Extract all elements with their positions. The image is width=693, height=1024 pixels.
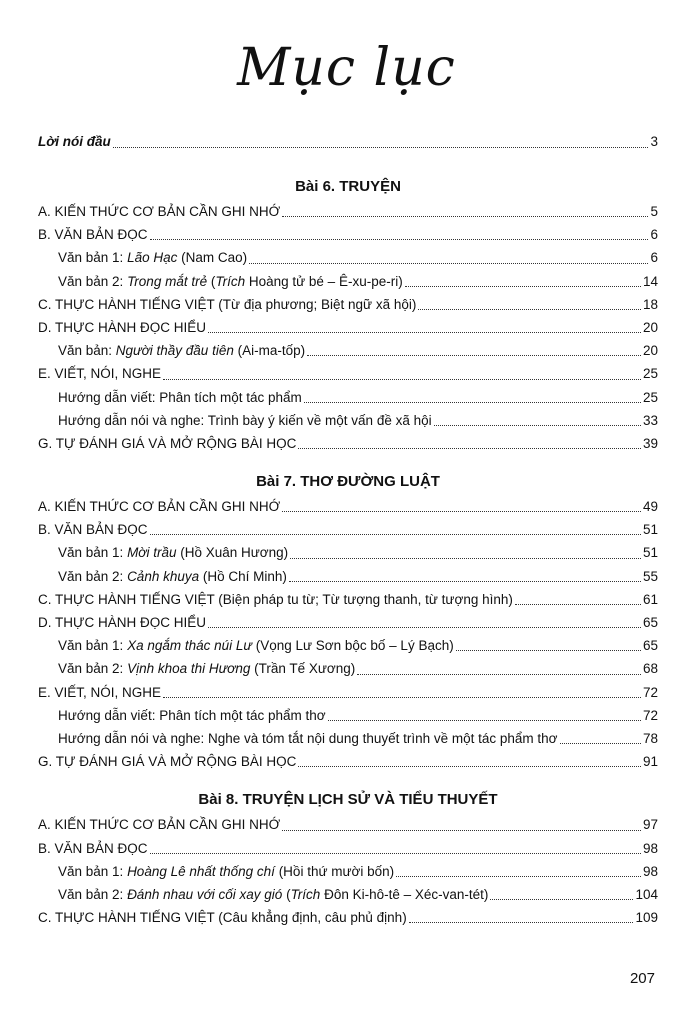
toc-entry-page: 72: [642, 684, 658, 700]
lesson-heading: Bài 6. TRUYỆN: [295, 178, 401, 195]
dot-leader: [328, 719, 641, 721]
toc-entry[interactable]: [38, 223, 658, 246]
toc-entry-title-italic: Trích: [215, 273, 246, 289]
toc-entry-page: 51: [642, 545, 658, 561]
toc-entry-label: G. TỰ ĐÁNH GIÁ VÀ MỞ RỘNG BÀI HỌC: [38, 754, 297, 770]
toc-entry-title-italic: Đánh nhau với cối xay gió: [127, 886, 283, 902]
toc-entry-title-italic: Vịnh khoa thi Hương: [127, 661, 251, 677]
dot-leader: [490, 898, 633, 900]
toc-entry-page: 25: [642, 389, 658, 405]
toc-entry-page: 20: [642, 343, 658, 359]
dot-leader: [307, 354, 641, 356]
toc-entry-page: 98: [642, 863, 658, 879]
toc-entry-text: Văn bản 2:: [58, 886, 128, 902]
toc-entry-text: (Ai-ma-tốp): [233, 343, 306, 359]
page-number: 207: [629, 970, 655, 987]
toc-entry-page: 5: [650, 204, 658, 219]
dot-leader: [208, 331, 641, 333]
toc-entry-page: 91: [642, 754, 658, 770]
toc-entry-page: 65: [642, 638, 658, 654]
dot-leader: [163, 696, 641, 698]
toc-entry-label: D. THỰC HÀNH ĐỌC HIỂU: [38, 319, 207, 335]
toc-entry-label: B. VĂN BẢN ĐỌC: [38, 840, 148, 856]
dot-leader: [456, 649, 641, 651]
toc-entry[interactable]: [38, 200, 658, 223]
page-title: Mục lục: [237, 38, 456, 98]
toc-entry[interactable]: [38, 316, 658, 339]
toc-entry[interactable]: [38, 362, 658, 385]
dot-leader: [357, 673, 641, 675]
toc-subentry[interactable]: [38, 860, 658, 883]
toc-entry-intro[interactable]: [38, 130, 658, 154]
table-of-contents: [38, 130, 658, 929]
toc-entry-label: A. KIẾN THỨC CƠ BẢN CẦN GHI NHỚ: [38, 204, 281, 219]
toc-entry-label: B. VĂN BẢN ĐỌC: [38, 522, 148, 538]
toc-subentry[interactable]: [38, 883, 658, 906]
toc-entry[interactable]: [38, 906, 658, 929]
toc-entry-text: (Vọng Lư Sơn bộc bố – Lý Bạch): [251, 638, 454, 654]
toc-subentry[interactable]: [38, 727, 658, 750]
toc-entry[interactable]: [38, 293, 658, 316]
toc-entry-label: B. VĂN BẢN ĐỌC: [38, 227, 148, 243]
toc-entry-text: Văn bản 1:: [58, 638, 128, 654]
toc-entry-title-italic: Mời trầu: [127, 545, 177, 561]
toc-entry-page: 18: [642, 296, 658, 312]
toc-entry-title-italic: Xa ngắm thác núi Lư: [127, 638, 252, 654]
dot-leader: [298, 447, 641, 449]
toc-entry-title-italic: Cảnh khuya: [127, 568, 200, 584]
toc-entry-page: 98: [642, 840, 658, 856]
toc-entry-text: Văn bản 1:: [58, 545, 128, 561]
toc-entry-label: Hướng dẫn nói và nghe: Trình bày ý kiến về một vấn đề xã hội: [58, 412, 432, 428]
dot-leader: [150, 238, 649, 240]
toc-entry-text: (Hồ Chí Minh): [199, 568, 287, 584]
dot-leader: [208, 626, 641, 628]
toc-entry-label: E. VIẾT, NÓI, NGHE: [38, 366, 162, 382]
toc-entry[interactable]: [38, 588, 658, 611]
toc-entry-page: 55: [642, 568, 658, 584]
toc-entry[interactable]: [38, 837, 658, 860]
toc-entry[interactable]: [38, 432, 658, 455]
toc-entry-title-italic: Hoàng Lê nhất thống chí: [127, 863, 275, 879]
dot-leader: [282, 829, 641, 831]
toc-entry-label: [58, 634, 454, 657]
dot-leader: [418, 308, 641, 310]
toc-entry-text: (Hồi thứ mười bốn): [274, 863, 395, 879]
toc-entry-page: 33: [642, 412, 658, 428]
toc-entry-text: Văn bản 2:: [58, 661, 128, 677]
toc-entry-page: 6: [650, 227, 658, 243]
dot-leader: [560, 742, 641, 744]
toc-entry[interactable]: [38, 495, 658, 518]
dot-leader: [282, 215, 648, 217]
dot-leader: [150, 533, 641, 535]
toc-entry-text: Hoàng tử bé – Ê-xu-pe-ri): [245, 273, 403, 289]
toc-entry-label: C. THỰC HÀNH TIẾNG VIỆT (Câu khẳng định, câu phủ định): [38, 910, 407, 926]
toc-entry-label: Hướng dẫn viết: Phân tích một tác phẩm thơ: [58, 707, 326, 723]
toc-entry-page: 51: [642, 522, 658, 538]
dot-leader: [290, 557, 641, 559]
lesson-heading: Bài 7. THƠ ĐƯỜNG LUẬT: [256, 473, 440, 491]
toc-subentry[interactable]: [38, 704, 658, 727]
dot-leader: [113, 146, 649, 148]
toc-entry-text: Văn bản 2:: [58, 568, 128, 584]
toc-entry-text: (Hồ Xuân Hương): [176, 545, 289, 561]
toc-subentry[interactable]: [38, 339, 658, 362]
toc-entry-page: 3: [650, 134, 658, 149]
toc-entry-page: 109: [635, 910, 658, 926]
toc-entry-page: 68: [642, 661, 658, 677]
toc-entry-page: 72: [642, 707, 658, 723]
toc-entry-text: Đôn Ki-hô-tê – Xéc-van-tét): [320, 886, 489, 902]
toc-entry-page: 97: [642, 817, 658, 833]
dot-leader: [150, 852, 641, 854]
toc-entry-page: 78: [642, 730, 658, 746]
dot-leader: [304, 401, 641, 403]
toc-subentry[interactable]: [38, 246, 658, 269]
toc-entry-page: 14: [642, 273, 658, 289]
toc-entry-label: [58, 270, 403, 293]
toc-entry-page: 6: [650, 250, 658, 266]
toc-entry-label: A. KIẾN THỨC CƠ BẢN CẦN GHI NHỚ: [38, 499, 281, 515]
toc-entry-text: (Trần Tế Xương): [250, 661, 356, 677]
toc-entry-text: Văn bản 1:: [58, 250, 128, 266]
toc-entry-page: 20: [642, 319, 658, 335]
dot-leader: [515, 603, 641, 605]
toc-entry-label: C. THỰC HÀNH TIẾNG VIỆT (Biện pháp tu từ; Từ tượng thanh, từ tượng hình): [38, 591, 513, 607]
dot-leader: [163, 378, 641, 380]
toc-entry-page: 49: [642, 499, 658, 515]
toc-entry[interactable]: [38, 813, 658, 836]
toc-entry-page: 39: [642, 435, 658, 451]
toc-subentry[interactable]: [38, 409, 658, 432]
toc-entry[interactable]: [38, 611, 658, 634]
toc-entry-label: [58, 860, 394, 883]
toc-entry[interactable]: [38, 518, 658, 541]
toc-subentry[interactable]: [38, 386, 658, 409]
lesson-heading: Bài 8. TRUYỆN LỊCH SỬ VÀ TIỂU THUYẾT: [198, 791, 498, 809]
toc-entry-label: D. THỰC HÀNH ĐỌC HIỂU: [38, 615, 207, 630]
toc-entry-text: Văn bản:: [58, 343, 116, 359]
toc-entry-title-italic: Người thầy đầu tiên: [115, 343, 234, 359]
toc-entry-label: Hướng dẫn viết: Phân tích một tác phẩm: [58, 389, 302, 405]
toc-subentry[interactable]: [38, 634, 658, 657]
toc-entry-title-italic: Lão Hạc: [127, 250, 178, 266]
toc-entry-title-italic: Trong mắt trẻ: [127, 273, 208, 289]
toc-entry-label: [58, 541, 288, 564]
toc-entry-label: C. THỰC HÀNH TIẾNG VIỆT (Từ địa phương; Biệt ngữ xã hội): [38, 296, 417, 312]
toc-subentry[interactable]: [38, 270, 658, 293]
toc-entry-label: [58, 339, 305, 362]
toc-entry-label: [58, 883, 488, 906]
toc-entry-page: 61: [642, 591, 658, 607]
toc-subentry[interactable]: [38, 657, 658, 680]
toc-entry-label: A. KIẾN THỨC CƠ BẢN CẦN GHI NHỚ: [38, 817, 281, 833]
toc-entry-page: 25: [642, 366, 658, 382]
toc-entry-page: 65: [642, 615, 658, 630]
toc-entry-title-italic: Trích: [290, 886, 321, 902]
toc-entry-label: Hướng dẫn nói và nghe: Nghe và tóm tắt nội dung thuyết trình về một tác phẩm thơ: [58, 730, 558, 746]
toc-entry-text: (Nam Cao): [177, 250, 248, 266]
toc-subentry[interactable]: [38, 565, 658, 588]
toc-entry-label: E. VIẾT, NÓI, NGHE: [38, 684, 162, 700]
toc-entry-label: [58, 565, 287, 588]
dot-leader: [434, 424, 641, 426]
toc-entry[interactable]: [38, 750, 658, 773]
dot-leader: [396, 875, 641, 877]
toc-entry-text: (: [282, 886, 291, 902]
dot-leader: [298, 765, 641, 767]
dot-leader: [249, 262, 648, 264]
toc-entry-label: G. TỰ ĐÁNH GIÁ VÀ MỞ RỘNG BÀI HỌC: [38, 435, 297, 451]
toc-entry-label: [58, 657, 355, 680]
toc-entry-text: (: [207, 273, 216, 289]
dot-leader: [282, 510, 641, 512]
toc-entry-page: 104: [635, 886, 658, 902]
dot-leader: [289, 580, 641, 582]
dot-leader: [409, 921, 634, 923]
toc-entry-label: [58, 246, 247, 269]
toc-entry-label: Lời nói đầu: [38, 134, 111, 149]
toc-entry-text: Văn bản 2:: [58, 273, 128, 289]
toc-entry[interactable]: [38, 681, 658, 704]
dot-leader: [405, 285, 641, 287]
toc-entry-text: Văn bản 1:: [58, 863, 128, 879]
toc-subentry[interactable]: [38, 541, 658, 564]
